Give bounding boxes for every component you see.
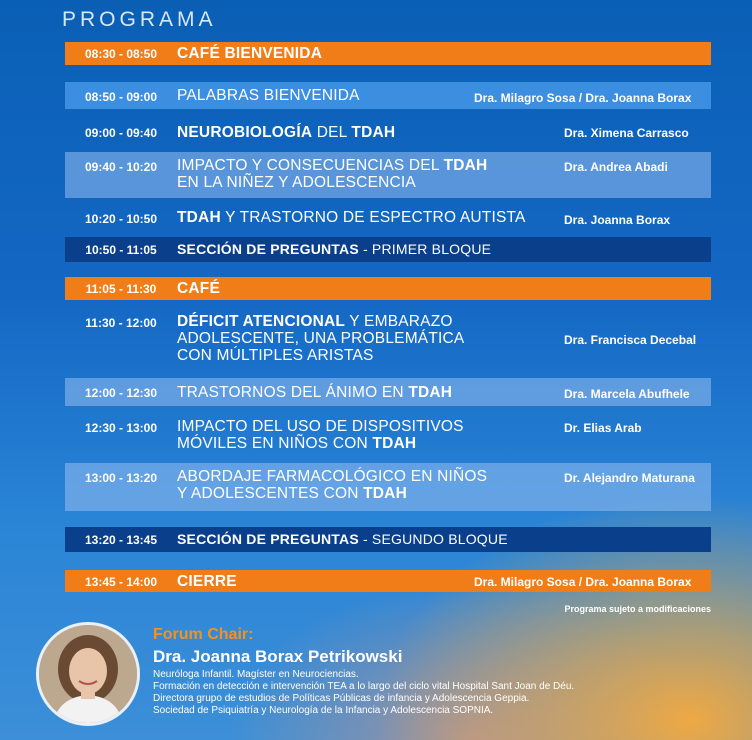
topic-text: ABORDAJE FARMACOLÓGICO EN NIÑOS [177,468,488,485]
bio-line: Neuróloga Infantil. Magíster en Neurociencias. [153,669,359,680]
schedule-row [65,118,711,146]
schedule-time: 12:30 - 13:00 [84,421,158,435]
topic-text: TDAH [408,384,453,401]
schedule-speaker: Dra. Milagro Sosa / Dra. Joanna Borax [474,91,692,105]
schedule-speaker: Dra. Marcela Abufhele [564,387,690,401]
schedule-row [65,237,711,262]
topic-text: CAFÉ BIENVENIDA [177,45,323,62]
schedule-time: 13:45 - 14:00 [84,575,158,589]
schedule-row [65,463,711,511]
topic-text: - PRIMER BLOQUE [358,241,492,257]
bio-line: Formación en detección e intervención TEA a lo largo del ciclo vital Hospital Sant Joan de Déu. [153,681,575,692]
schedule-row [65,309,711,371]
schedule-topic [177,45,711,62]
schedule-speaker: Dr. Alejandro Maturana [564,471,695,485]
schedule-speaker: Dra. Francisca Decebal [564,333,697,347]
topic-text: IMPACTO Y CONSECUENCIAS DEL [177,157,444,174]
topic-text: TRASTORNOS DEL ÁNIMO EN [177,384,409,401]
schedule-time: 08:30 - 08:50 [84,47,158,61]
schedule-topic [177,280,711,297]
topic-text: DEL [312,124,352,141]
topic-text: ADOLESCENTE, UNA PROBLEMÁTICA [177,330,465,347]
schedule-time: 11:30 - 12:00 [85,316,157,330]
schedule-time: 12:00 - 12:30 [84,386,158,400]
schedule-speaker: Dra. Andrea Abadi [564,160,668,174]
schedule-speaker: Dra. Milagro Sosa / Dra. Joanna Borax [474,575,692,589]
schedule-time: 08:50 - 09:00 [84,90,158,104]
topic-text: TDAH [351,124,396,141]
topic-text: CIERRE [177,573,237,590]
topic-text: TDAH [177,209,221,226]
schedule-speaker: Dr. Elias Arab [564,421,642,435]
topic-text: Y EMBARAZO [345,313,453,330]
topic-text: EN LA NIÑEZ Y ADOLESCENCIA [177,174,416,191]
topic-text: CON MÚLTIPLES ARISTAS [177,347,374,364]
avatar [36,622,140,726]
topic-text: SECCIÓN DE PREGUNTAS [177,531,359,547]
topic-text: Y ADOLESCENTES CON [177,485,364,502]
schedule-row [65,42,711,65]
schedule-time: 09:00 - 09:40 [84,126,158,140]
forum-chair-bio [153,669,574,717]
disclaimer-note: Programa sujeto a modificaciones [564,604,711,614]
topic-text: PALABRAS BIENVENIDA [177,87,360,104]
schedule-time: 13:00 - 13:20 [84,471,158,485]
schedule-row [65,152,711,198]
schedule-topic [177,241,711,258]
chair-portrait-icon [39,625,137,723]
topic-text: NEUROBIOLOGÍA [177,124,313,141]
page-title: PROGRAMA [62,8,217,31]
schedule-topic [177,531,711,548]
schedule-time: 11:05 - 11:30 [85,282,157,296]
topic-text: Y TRASTORNO DE ESPECTRO AUTISTA [220,209,526,226]
topic-text: - SEGUNDO BLOQUE [358,531,508,547]
schedule-row [65,378,711,406]
schedule-time: 09:40 - 10:20 [84,160,158,174]
topic-text: DÉFICIT ATENCIONAL [177,313,346,330]
schedule-speaker: Dra. Joanna Borax [564,213,671,227]
schedule-row [65,413,711,459]
schedule-row [65,527,711,552]
forum-chair-name: Dra. Joanna Borax Petrikowski [153,647,403,666]
topic-text: IMPACTO DEL USO DE DISPOSITIVOS [177,418,464,435]
topic-text: TDAH [363,485,407,502]
topic-text: TDAH [443,157,488,174]
topic-text: SECCIÓN DE PREGUNTAS [177,241,359,257]
schedule-time: 10:50 - 11:05 [85,243,157,257]
bio-line: Sociedad de Psiquiatría y Neurología de la Infancia y Adolescencia SOPNIA. [153,705,494,716]
topic-text: MÓVILES EN NIÑOS CON [177,435,373,452]
topic-text: CAFÉ [177,280,220,297]
schedule-row [65,82,711,109]
bio-line: Directora grupo de estudios de Políticas Públicas de infancia y Adolescencia Geppia. [153,693,530,704]
schedule-time: 13:20 - 13:45 [84,533,158,547]
schedule-time: 10:20 - 10:50 [84,212,158,226]
schedule-speaker: Dra. Ximena Carrasco [564,126,689,140]
schedule-row [65,204,711,232]
topic-text: TDAH [372,435,417,452]
schedule-row [65,277,711,300]
schedule-row [65,570,711,592]
forum-chair-label: Forum Chair: [153,626,254,643]
